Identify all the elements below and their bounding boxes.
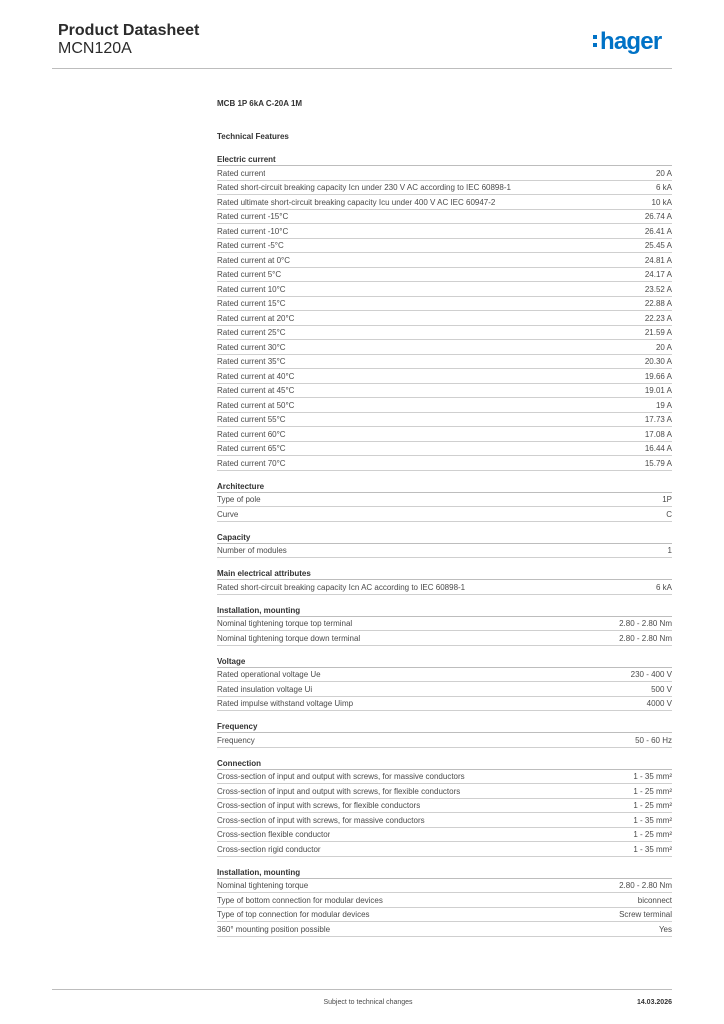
feature-value: 6 kA <box>655 183 672 192</box>
section-title: Architecture <box>217 480 672 493</box>
feature-label: Cross-section flexible conductor <box>217 830 331 839</box>
feature-row <box>217 268 672 283</box>
feature-value: 21.59 A <box>644 328 672 337</box>
feature-row <box>217 580 672 595</box>
feature-label: Rated current -5°C <box>217 241 284 250</box>
feature-label: Rated current at 20°C <box>217 313 295 323</box>
feature-label: Rated current 25°C <box>217 328 286 337</box>
feature-row <box>217 181 672 196</box>
feature-label: Rated ultimate short-circuit breaking capacity Icu under 400 V AC IEC 60947-2 <box>217 197 496 207</box>
feature-value: 20.30 A <box>644 357 672 366</box>
feature-row <box>217 842 672 857</box>
feature-section <box>217 567 672 595</box>
feature-label: Rated current -15°C <box>217 212 289 221</box>
feature-value: 26.41 A <box>644 226 672 236</box>
feature-row <box>217 697 672 712</box>
feature-row <box>217 282 672 297</box>
feature-label: Rated current 60°C <box>217 429 286 439</box>
feature-row <box>217 544 672 559</box>
feature-row <box>217 507 672 522</box>
feature-value: biconnect <box>637 895 672 905</box>
feature-value: 24.81 A <box>644 255 672 265</box>
feature-value: 17.73 A <box>644 415 672 424</box>
feature-value: 10 kA <box>651 197 672 207</box>
feature-label: Rated insulation voltage Ui <box>217 684 313 694</box>
feature-row <box>217 668 672 683</box>
feature-label: Rated current -10°C <box>217 226 289 236</box>
feature-value: 19 A <box>655 400 672 410</box>
feature-value: 2.80 - 2.80 Nm <box>619 633 672 643</box>
feature-label: Rated current at 45°C <box>217 386 295 395</box>
document-title: Product Datasheet <box>58 22 200 39</box>
product-name: MCB 1P 6kA C-20A 1M <box>217 99 303 108</box>
feature-section <box>217 757 672 857</box>
datasheet-content <box>217 97 672 937</box>
feature-label: Nominal tightening torque top terminal <box>217 619 353 628</box>
feature-label: Rated current 5°C <box>217 270 282 279</box>
feature-label: Rated current <box>217 168 266 178</box>
feature-row <box>217 908 672 923</box>
feature-label: Rated current at 50°C <box>217 400 295 410</box>
feature-label: Rated current 70°C <box>217 458 286 468</box>
feature-row <box>217 631 672 646</box>
feature-value: 19.66 A <box>644 371 672 381</box>
feature-value: 6 kA <box>655 582 672 592</box>
section-title: Electric current <box>217 153 672 166</box>
feature-row <box>217 682 672 697</box>
technical-features-title: Technical Features <box>217 132 289 141</box>
section-title: Main electrical attributes <box>217 567 672 580</box>
feature-value: Screw terminal <box>619 910 672 919</box>
feature-row <box>217 427 672 442</box>
feature-label: Rated current 30°C <box>217 342 286 352</box>
feature-row <box>217 442 672 457</box>
feature-value: C <box>666 509 672 519</box>
feature-value: 25.45 A <box>644 241 672 250</box>
feature-row <box>217 166 672 181</box>
feature-value: 15.79 A <box>644 458 672 468</box>
feature-row <box>217 210 672 225</box>
feature-value: 1 - 25 mm² <box>633 786 672 796</box>
logo-text: hager <box>600 28 662 55</box>
feature-row <box>217 384 672 399</box>
feature-value: 1 - 25 mm² <box>633 801 672 810</box>
feature-row <box>217 617 672 632</box>
feature-value: 500 V <box>651 684 672 694</box>
feature-label: Nominal tightening torque <box>217 881 309 890</box>
feature-label: Rated operational voltage Ue <box>217 670 321 679</box>
feature-label: 360° mounting position possible <box>217 924 331 934</box>
feature-label: Curve <box>217 509 239 519</box>
feature-label: Type of pole <box>217 495 261 504</box>
feature-value: Yes <box>658 924 672 934</box>
feature-label: Rated short-circuit breaking capacity Icn under 230 V AC according to IEC 60898-1 <box>217 183 511 192</box>
feature-label: Cross-section of input with screws, for massive conductors <box>217 815 425 825</box>
feature-value: 20 A <box>655 168 672 178</box>
feature-row <box>217 253 672 268</box>
feature-row <box>217 828 672 843</box>
feature-label: Cross-section of input and output with screws, for flexible conductors <box>217 786 461 796</box>
feature-value: 22.88 A <box>644 299 672 308</box>
feature-label: Rated current at 40°C <box>217 371 295 381</box>
feature-label: Cross-section rigid conductor <box>217 844 321 854</box>
feature-value: 20 A <box>655 342 672 352</box>
feature-row <box>217 413 672 428</box>
section-title: Capacity <box>217 531 672 544</box>
feature-row <box>217 770 672 785</box>
feature-label: Rated current 35°C <box>217 357 286 366</box>
section-title: Voltage <box>217 655 672 668</box>
feature-value: 1 - 35 mm² <box>633 815 672 825</box>
feature-value: 23.52 A <box>644 284 672 294</box>
feature-value: 1 - 35 mm² <box>633 844 672 854</box>
feature-row <box>217 369 672 384</box>
feature-section <box>217 866 672 937</box>
feature-row <box>217 398 672 413</box>
feature-label: Number of modules <box>217 546 287 555</box>
feature-value: 1P <box>662 495 672 504</box>
feature-label: Type of bottom connection for modular devices <box>217 895 383 905</box>
feature-row <box>217 893 672 908</box>
logo-colon-icon <box>593 33 598 49</box>
feature-value: 1 <box>667 546 672 555</box>
feature-row <box>217 813 672 828</box>
feature-label: Nominal tightening torque down terminal <box>217 633 361 643</box>
feature-label: Cross-section of input and output with screws, for massive conductors <box>217 772 465 781</box>
feature-value: 17.08 A <box>644 429 672 439</box>
footer-note: Subject to technical changes <box>323 999 413 1006</box>
feature-value: 22.23 A <box>644 313 672 323</box>
feature-row <box>217 297 672 312</box>
hager-logo <box>593 27 661 57</box>
feature-label: Rated current 15°C <box>217 299 286 308</box>
feature-value: 4000 V <box>646 699 672 708</box>
feature-label: Rated current 10°C <box>217 284 286 294</box>
section-title: Installation, mounting <box>217 604 672 617</box>
feature-row <box>217 799 672 814</box>
feature-row <box>217 456 672 471</box>
feature-section <box>217 604 672 646</box>
feature-row <box>217 311 672 326</box>
feature-label: Frequency <box>217 735 255 745</box>
section-title: Connection <box>217 757 672 770</box>
feature-value: 1 - 35 mm² <box>633 772 672 781</box>
feature-value: 2.80 - 2.80 Nm <box>619 619 672 628</box>
feature-section <box>217 480 672 522</box>
feature-value: 26.74 A <box>644 212 672 221</box>
feature-section <box>217 153 672 471</box>
feature-value: 2.80 - 2.80 Nm <box>619 881 672 890</box>
footer-date: 14.03.2026 <box>636 999 672 1006</box>
feature-label: Rated current 55°C <box>217 415 286 424</box>
feature-row <box>217 195 672 210</box>
feature-row <box>217 326 672 341</box>
feature-value: 16.44 A <box>644 444 672 453</box>
feature-value: 50 - 60 Hz <box>635 735 672 745</box>
feature-label: Rated short-circuit breaking capacity Icn AC according to IEC 60898-1 <box>217 582 466 592</box>
footer-divider <box>52 989 672 990</box>
feature-row <box>217 340 672 355</box>
feature-row <box>217 239 672 254</box>
feature-value: 19.01 A <box>644 386 672 395</box>
feature-value: 1 - 25 mm² <box>633 830 672 839</box>
feature-row <box>217 922 672 937</box>
feature-row <box>217 224 672 239</box>
feature-section <box>217 655 672 712</box>
feature-value: 230 - 400 V <box>630 670 672 679</box>
section-title: Frequency <box>217 720 672 733</box>
header-divider <box>52 68 672 69</box>
feature-section <box>217 720 672 748</box>
feature-label: Rated current 65°C <box>217 444 286 453</box>
feature-sections <box>217 153 672 937</box>
feature-row <box>217 355 672 370</box>
feature-row <box>217 879 672 894</box>
feature-label: Type of top connection for modular devices <box>217 910 370 919</box>
feature-value: 24.17 A <box>644 270 672 279</box>
feature-section <box>217 531 672 559</box>
feature-label: Rated impulse withstand voltage Uimp <box>217 699 354 708</box>
section-title: Installation, mounting <box>217 866 672 879</box>
product-reference: MCN120A <box>58 40 132 57</box>
feature-row <box>217 733 672 748</box>
feature-label: Cross-section of input with screws, for flexible conductors <box>217 801 421 810</box>
feature-label: Rated current at 0°C <box>217 255 291 265</box>
feature-row <box>217 784 672 799</box>
feature-row <box>217 493 672 508</box>
